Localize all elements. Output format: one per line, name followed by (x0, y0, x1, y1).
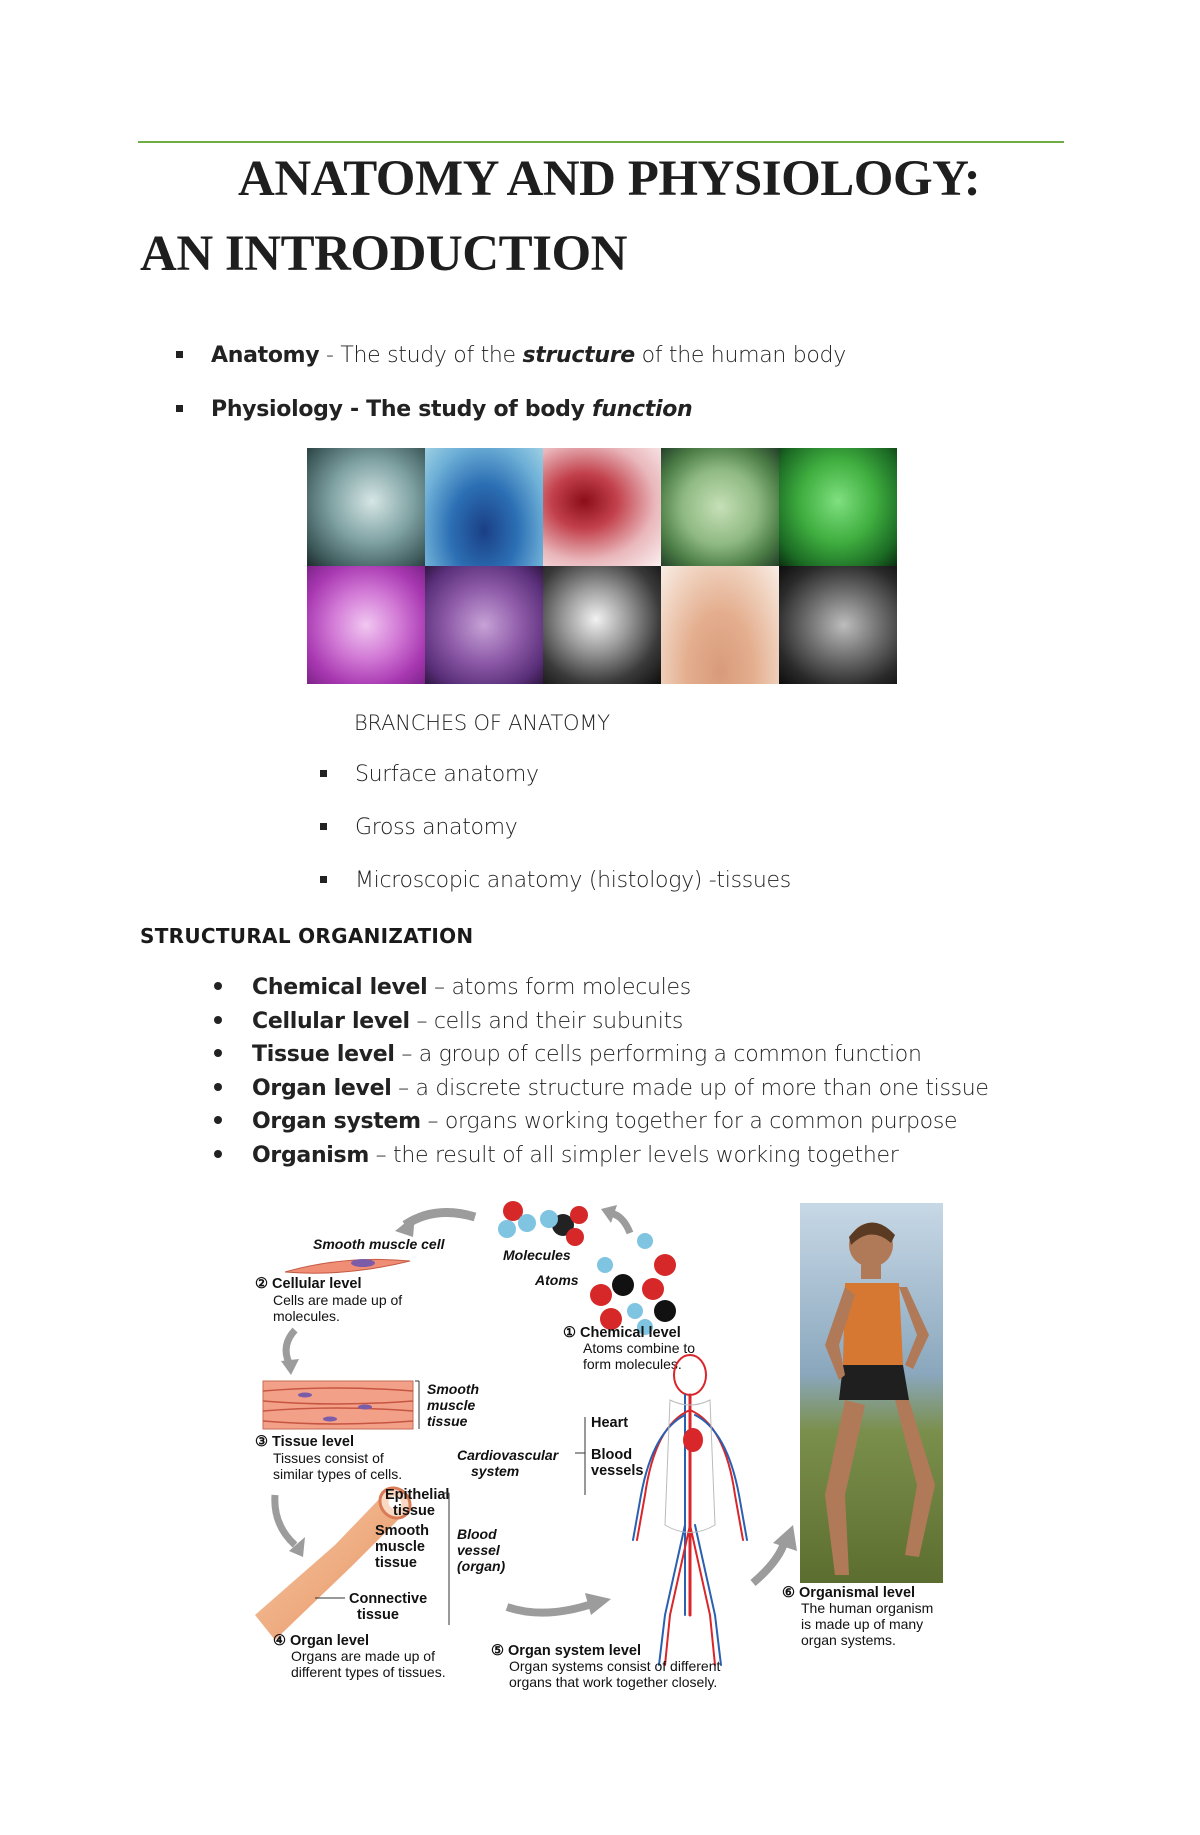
blood-vessels-label-1: Blood (591, 1447, 633, 1463)
structural-heading: STRUCTURAL ORGANIZATION (140, 924, 474, 948)
thermal-torso-image (425, 448, 543, 566)
smooth-muscle-label-3: tissue (375, 1555, 417, 1571)
round-bullet-icon (214, 1116, 222, 1124)
round-bullet-icon (214, 1083, 222, 1091)
structural-levels-diagram (245, 1195, 945, 1695)
level-item: Organism – the result of all simpler levels working together (214, 1143, 898, 1168)
definition-physiology: Physiology - The study of body function (176, 397, 692, 422)
stained-section-image (425, 566, 543, 684)
definition-anatomy: Anatomy - The study of the structure of the human body (176, 343, 846, 368)
blood-vessel-label-3: (organ) (457, 1558, 506, 1574)
round-bullet-icon (214, 1150, 222, 1158)
square-bullet-icon (320, 770, 327, 777)
branches-heading: BRANCHES OF ANATOMY (354, 711, 610, 735)
organ-desc-1: Organs are made up of (291, 1648, 435, 1664)
page-title-line2: AN INTRODUCTION (140, 226, 627, 282)
smooth-muscle-label-2: muscle (375, 1539, 425, 1555)
round-bullet-icon (214, 982, 222, 990)
blood-vessels-label-2: vessels (591, 1463, 644, 1479)
level-item: Cellular level – cells and their subunits (214, 1009, 683, 1034)
cellular-desc-2: molecules. (273, 1308, 340, 1324)
organismal-level-title: ⑥ Organismal level (782, 1585, 916, 1601)
green-fluorescent-image (779, 448, 897, 566)
smooth-muscle-cell-label: Smooth muscle cell (313, 1236, 445, 1252)
mri-head-image (307, 448, 425, 566)
smooth-tissue-label-3: tissue (427, 1413, 468, 1429)
system-desc-2: organs that work together closely. (509, 1674, 718, 1690)
page-title-line1: ANATOMY AND PHYSIOLOGY: (238, 151, 981, 207)
organ-level-title: ④ Organ level (273, 1633, 370, 1649)
organ-system-title: ⑤ Organ system level (491, 1643, 642, 1659)
cardiovascular-label-2: system (471, 1463, 520, 1479)
smooth-muscle-tissue-illustration (263, 1381, 413, 1429)
cardiovascular-system-illustration (633, 1355, 747, 1665)
blood-vessel-label-1: Blood (457, 1526, 497, 1542)
cellular-level-title: ② Cellular level (255, 1276, 362, 1292)
red-scan-image (543, 448, 661, 566)
chemical-level-title: ① Chemical level (563, 1325, 681, 1341)
header-rule (138, 141, 1064, 143)
arrow-icon (753, 1540, 785, 1583)
round-bullet-icon (214, 1016, 222, 1024)
smooth-tissue-label-1: Smooth (427, 1381, 480, 1397)
molecules-label: Molecules (503, 1247, 571, 1263)
imaging-mosaic (307, 448, 897, 684)
tissue-desc-2: similar types of cells. (273, 1466, 403, 1482)
level-item: Chemical level – atoms form molecules (214, 975, 691, 1000)
grayscale-scan-image (543, 566, 661, 684)
level-item: Organ system – organs working together for a common purpose (214, 1109, 957, 1134)
smooth-muscle-label-1: Smooth (375, 1523, 429, 1539)
tissue-desc-1: Tissues consist of (273, 1450, 384, 1466)
runner-photo (800, 1203, 943, 1583)
branch-item: Surface anatomy (320, 762, 539, 787)
cardiovascular-label-1: Cardiovascular (457, 1447, 559, 1463)
arrow-icon (507, 1603, 595, 1613)
organismal-desc-1: The human organism (801, 1600, 934, 1616)
arrow-icon (286, 1330, 295, 1363)
arrow-head-icon (585, 1593, 611, 1615)
molecules-illustration (498, 1201, 588, 1246)
square-bullet-icon (320, 823, 327, 830)
tissue-level-title: ③ Tissue level (255, 1434, 354, 1450)
heart-label: Heart (591, 1415, 629, 1431)
atoms-illustration (590, 1233, 676, 1335)
mri-head-gray-image (779, 566, 897, 684)
cellular-desc-1: Cells are made up of (273, 1292, 403, 1308)
epithelial-label-1: Epithelial (385, 1487, 450, 1503)
round-bullet-icon (214, 1049, 222, 1057)
smooth-tissue-label-2: muscle (427, 1397, 476, 1413)
human-back-image (661, 566, 779, 684)
chemical-desc-1: Atoms combine to (583, 1340, 696, 1356)
organ-desc-2: different types of tissues. (291, 1664, 446, 1680)
atoms-label: Atoms (535, 1272, 579, 1288)
muscle-cell-shape (285, 1259, 410, 1273)
connective-label-1: Connective (349, 1591, 428, 1607)
level-item: Tissue level – a group of cells performing a common function (214, 1042, 922, 1067)
cell-nucleus-shape (351, 1259, 375, 1267)
arrow-icon (405, 1213, 475, 1226)
chemical-desc-2: form molecules. (583, 1356, 682, 1372)
square-bullet-icon (320, 876, 327, 883)
level-item: Organ level – a discrete structure made up of more than one tissue (214, 1076, 989, 1101)
green-spinal-section-image (661, 448, 779, 566)
blood-vessel-label-2: vessel (457, 1542, 500, 1558)
arrow-icon (275, 1495, 295, 1545)
connective-label-2: tissue (357, 1607, 399, 1623)
organismal-desc-3: organ systems. (801, 1632, 896, 1648)
epithelial-label-2: tissue (393, 1503, 435, 1519)
square-bullet-icon (176, 405, 183, 412)
branch-item: Gross anatomy (320, 815, 518, 840)
square-bullet-icon (176, 351, 183, 358)
organismal-desc-2: is made up of many (801, 1616, 924, 1632)
arrow-head-icon (281, 1359, 299, 1375)
arrow-head-icon (395, 1215, 415, 1237)
branch-item: Microscopic anatomy (histology) -tissues (320, 868, 791, 893)
purple-histology-image (307, 566, 425, 684)
system-desc-1: Organ systems consist of different (509, 1658, 721, 1674)
